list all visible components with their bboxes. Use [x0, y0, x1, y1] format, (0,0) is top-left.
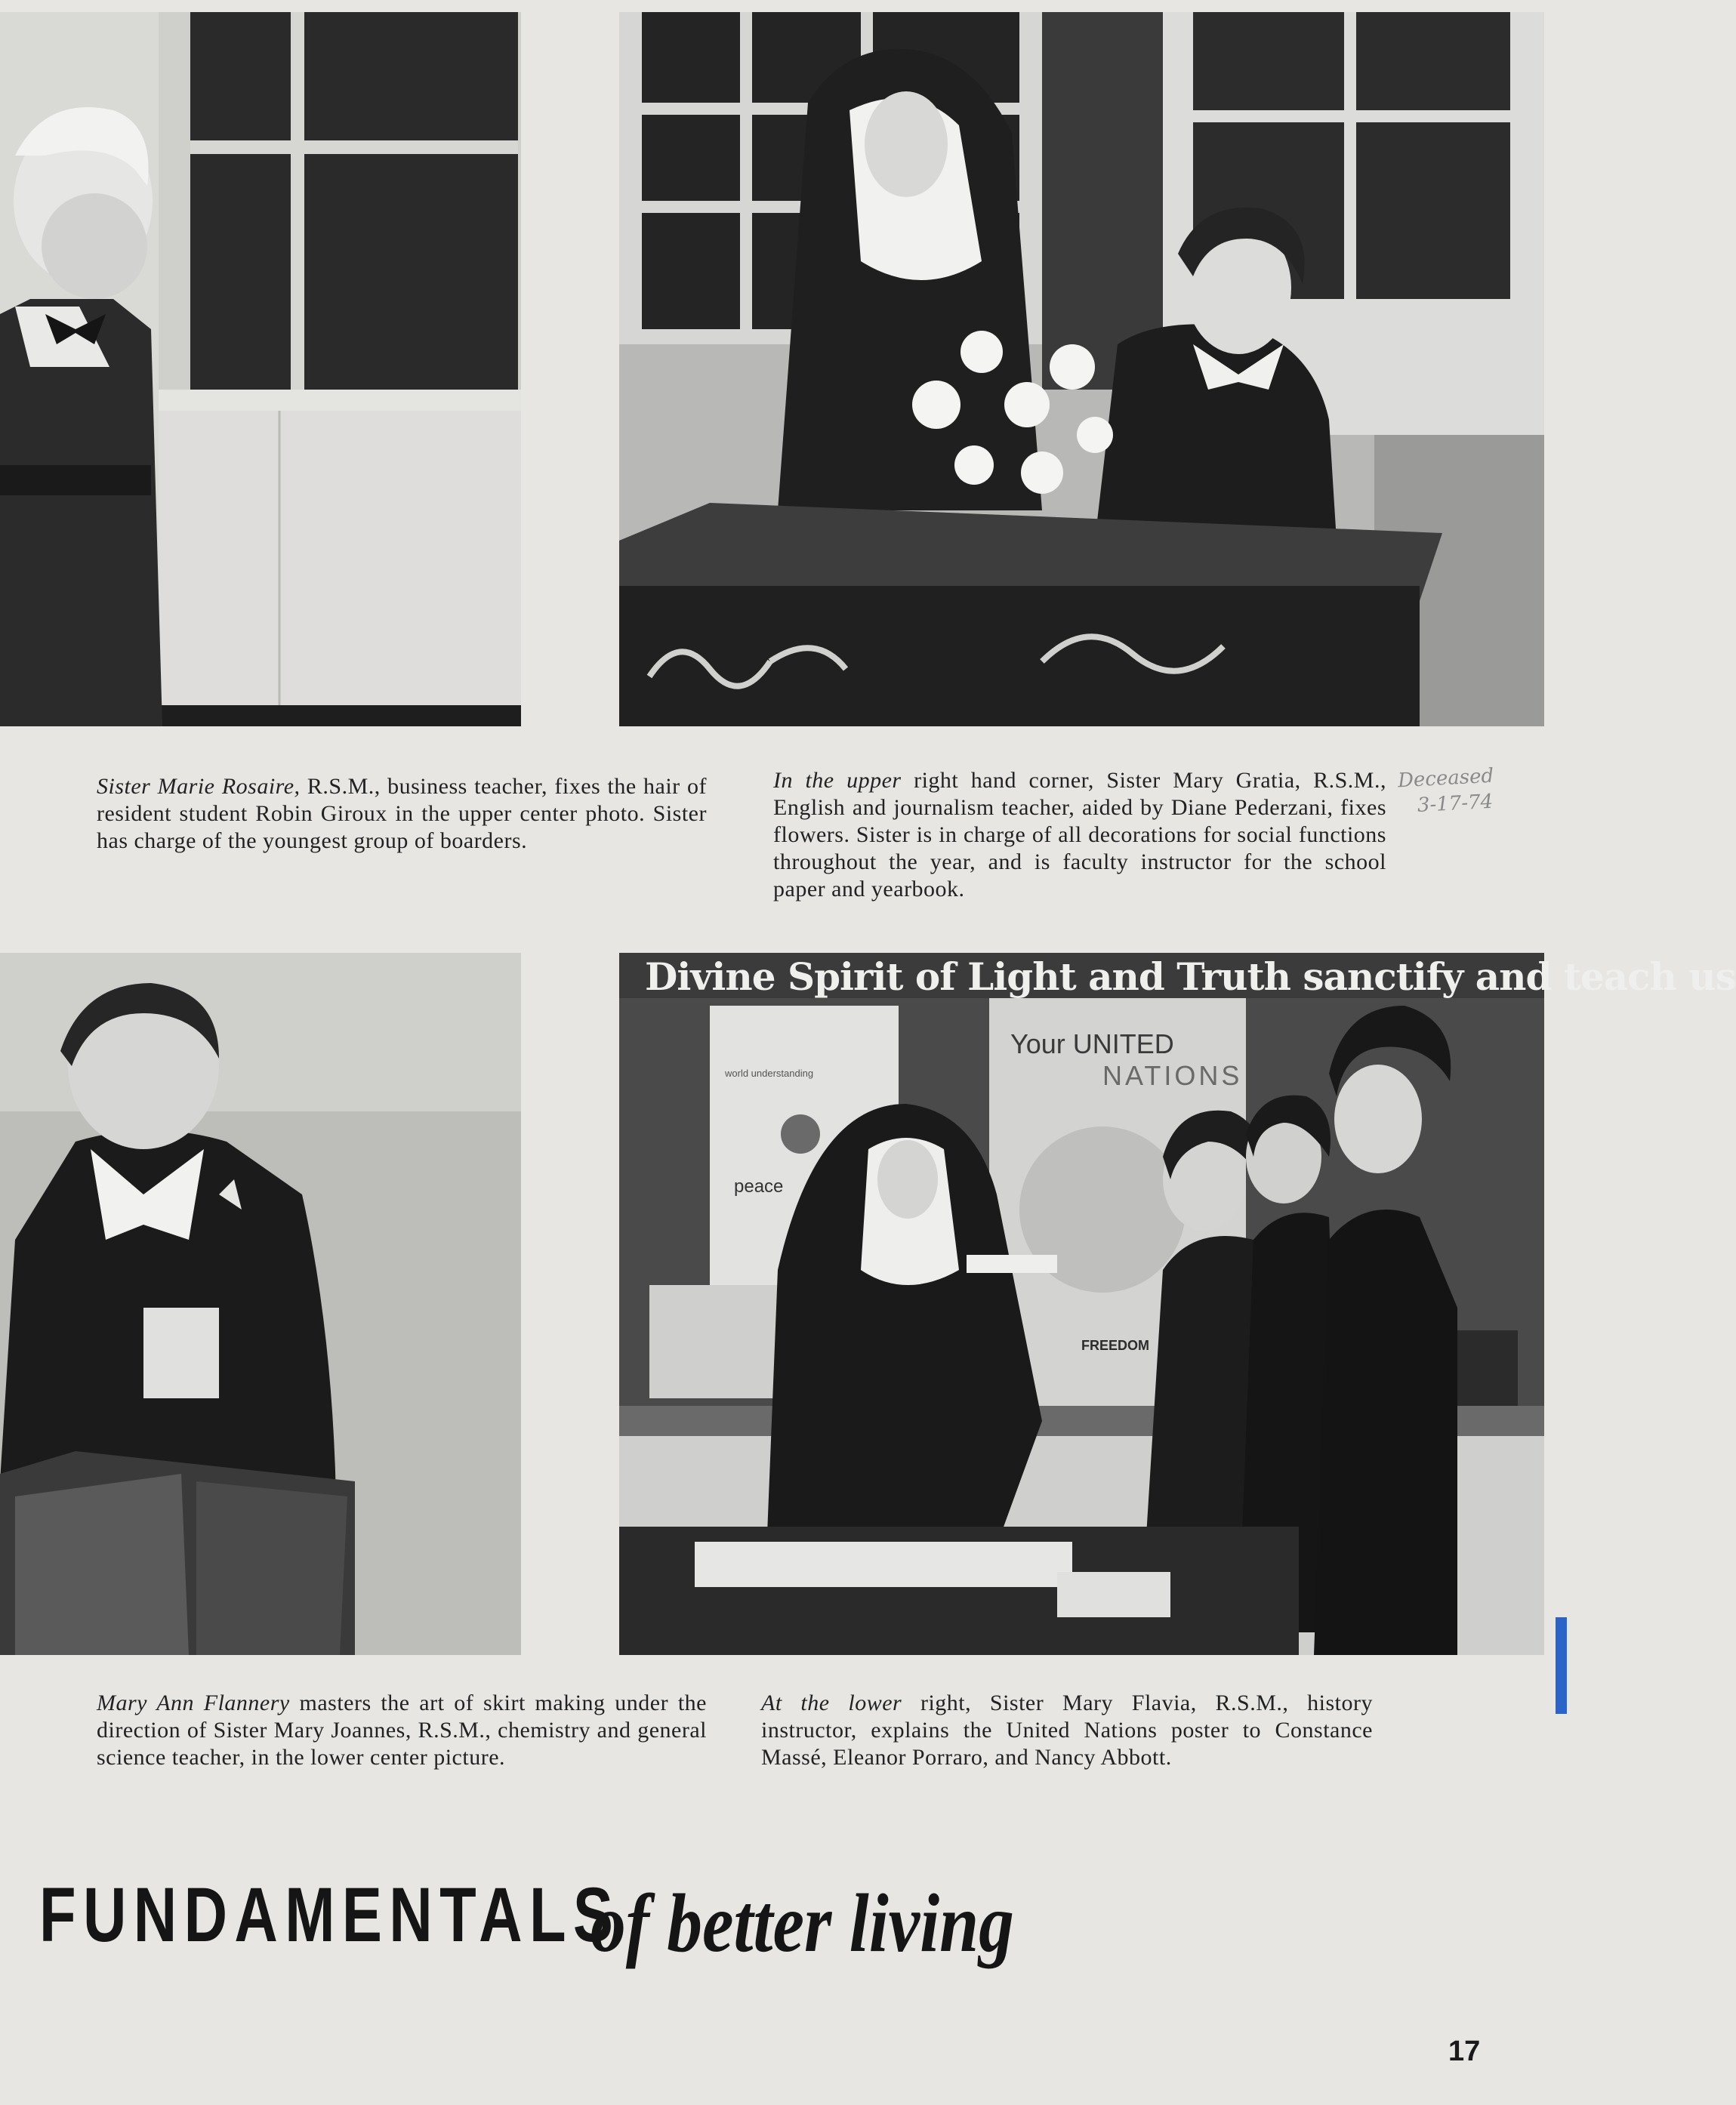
poster-freedom: FREEDOM [1081, 1338, 1149, 1353]
prayer-banner: Divine Spirit of Light and Truth sanctify and teach us [645, 954, 1736, 999]
handwritten-note [1397, 763, 1495, 820]
poster-small-text: world understanding [725, 1068, 814, 1079]
heading-main: FUNDAMENTALS [39, 1872, 621, 1958]
edge-tab-marker [1556, 1617, 1567, 1714]
caption-sister-mary-gratia [773, 767, 1386, 903]
handwritten-note-line2: 3-17-74 [1417, 790, 1494, 818]
caption-sister-marie-rosaire [97, 773, 707, 855]
caption-body: right hand corner, Sister Mary Gratia, R.S.M., English and journalism teacher, aided by Diane Pederzani, fixes flowers. Sister is in charge of all decorations for social functions throughout the year, and is faculty instructor for the school paper and yearbook. [773, 768, 1386, 901]
poster-title-line2: NATIONS [1102, 1060, 1243, 1091]
handwritten-note-line1: Deceased [1397, 764, 1494, 793]
caption-sister-mary-flavia [761, 1690, 1373, 1771]
photo-skirt-making [0, 953, 521, 1655]
photo-flower-arranging [619, 12, 1544, 726]
poster-title-line1: Your UNITED [1010, 1028, 1174, 1059]
caption-lead: Mary Ann Flannery [97, 1690, 290, 1715]
caption-lead: At the lower [761, 1690, 902, 1715]
photo-united-nations-poster [619, 953, 1736, 1655]
caption-mary-ann-flannery [97, 1690, 707, 1771]
caption-body: masters the art of skirt making under the direction of Sister Mary Joannes, R.S.M., chemistry and general science teacher, in the lower center picture. [97, 1690, 707, 1770]
caption-body: R.S.M., business teacher, fixes the hair of resident student Robin Giroux in the upper center photo. Sister has charge of the youngest group of boarders. [97, 774, 707, 853]
photo-child-by-window [0, 12, 521, 726]
heading-sub: of better living [590, 1877, 1014, 1969]
poster-peace: peace [734, 1176, 784, 1197]
caption-lead: In the upper [773, 768, 902, 793]
caption-body: right, Sister Mary Flavia, R.S.M., history instructor, explains the United Nations poster to Constance Massé, Eleanor Porraro, and Nancy Abbott. [761, 1690, 1373, 1770]
caption-lead: Sister Marie Rosaire, [97, 774, 301, 799]
page-heading [39, 1871, 1014, 1992]
page-number: 17 [1448, 2036, 1481, 2067]
